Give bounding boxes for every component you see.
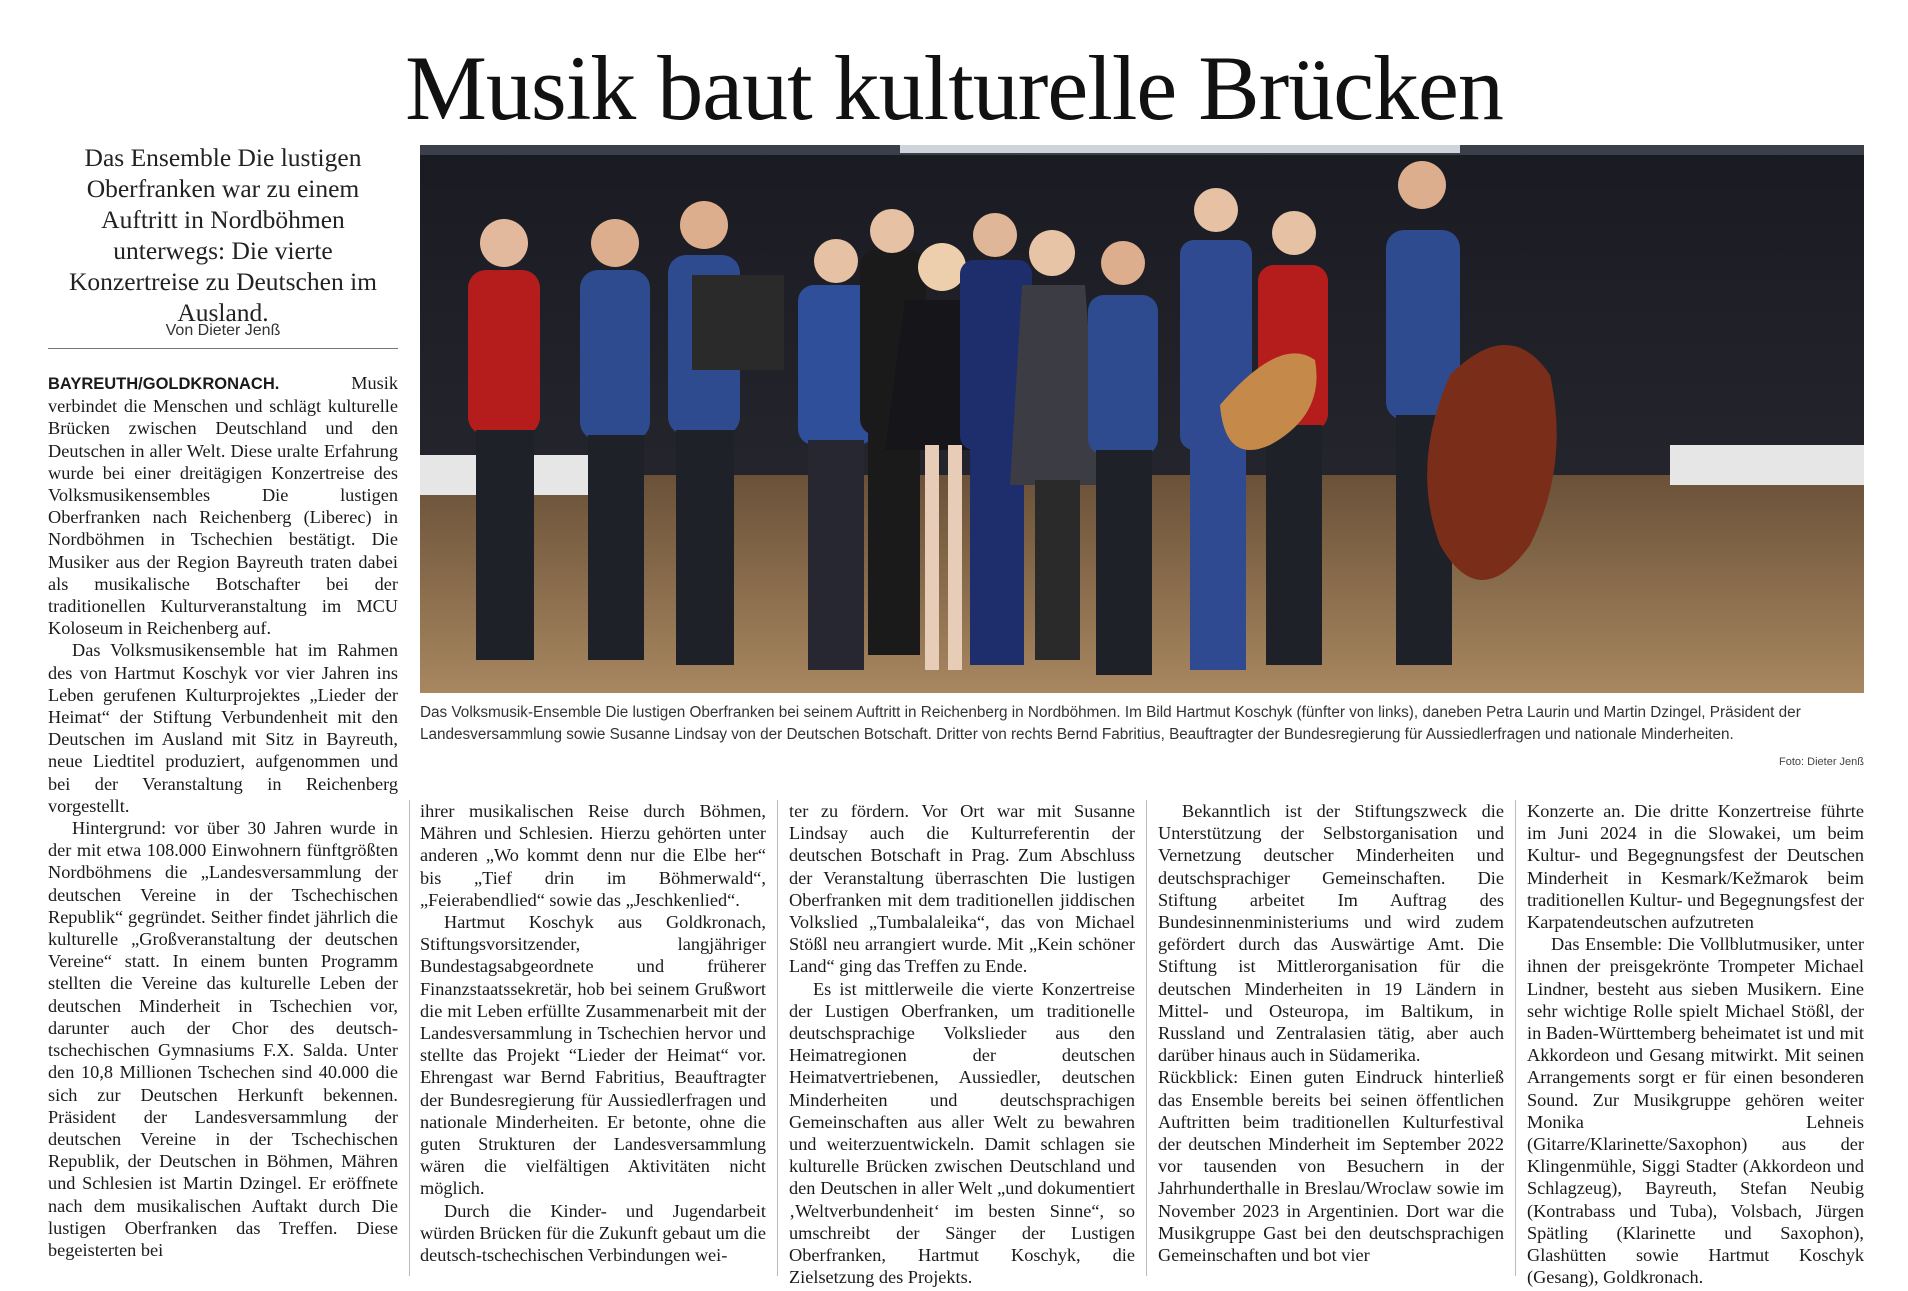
article-paragraph: ihrer musikalischen Reise durch Böhmen, Mähren und Schlesien. Hierzu gehörten unter anderen „Wo kommt denn nur die Elbe her“ bis „Tief drin im Böhmerwald“, „Feierabendlied“ sowie das „Jeschkenlied“.	[420, 801, 766, 910]
article-paragraph: Bekanntlich ist der Stiftungszweck die Unterstützung der Selbstorganisation und Vernetzung deutscher Minderheiten und deutschsprachiger Gemeinschaften. Die Stiftung arbeitet Im Auftrag des Bundesinnenministeriums und wird zudem gefördert durch das Auswärtige Amt. Die Stiftung ist Mittlerorganisation für die deutschen Minderheiten in 19 Ländern in Mittel- und Osteuropa, im Baltikum, in Russland und Zentralasien tätig, aber auch darüber hinaus auch in Südamerika.	[1158, 801, 1504, 1066]
article-photo	[420, 145, 1864, 693]
article-paragraph: ter zu fördern. Vor Ort war mit Susanne Lindsay auch die Kulturreferentin der deutschen Botschaft in Prag. Zum Abschluss der Veranstaltung überraschten Die lustigen Oberfranken mit dem traditionellen jiddischen Volkslied „Tumbalaleika“, das von Michael Stößl neu arrangiert wurde. Mit „Kein schöner Land“ ging das Treffen zu Ende.	[789, 801, 1135, 977]
article-column-4	[1158, 800, 1504, 1266]
article-paragraph: Hintergrund: vor über 30 Jahren wurde in der mit etwa 108.000 Einwohnern fünftgrößten Nordböhmens die „Landesversammlung der deutschen Vereine in der Tschechischen Republik“ gegründet. Seither findet jährlich die kulturelle „Großveranstaltung der deutschen Vereine“ statt. In einem bunten Programm stellten die Vereine das kulturelle Leben der deutschen Minderheit in Tschechien vor, darunter auch der Chor des deutsch-tschechischen Gymnasiums F.X. Salda. Unter den 10,8 Millionen Tschechen sind 40.000 die sich zur Deutschen Herkunft bekennen. Präsident der Landesversammlung der deutschen Vereine in der Tschechischen Republik, der Deutschen in Böhmen, Mähren und Schlesien ist Martin Dzingel. Er eröffnete nach dem musikalischen Auftakt durch Die lustigen Oberfranken das Treffen. Diese begeisterten bei	[48, 818, 398, 1260]
column-divider	[777, 800, 778, 1276]
article-column-2	[420, 800, 766, 1266]
dateline: BAYREUTH/GOLDKRONACH.	[48, 375, 280, 393]
group-photo-illustration	[420, 145, 1864, 693]
article-column-3	[789, 800, 1135, 1288]
article-paragraph: Es ist mittlerweile die vierte Konzertreise der Lustigen Oberfranken, um traditionelle deutschsprachige Volkslieder aus den Heimatregionen der deutschen Heimatvertriebenen, Aussiedler, deutschen Minderheiten und deutschsprachigen Gemeinschaften aus aller Welt zu bewahren und weiterzuentwickeln. Damit schlagen sie kulturelle Brücken zwischen Deutschland und den Deutschen in aller Welt „und dokumentiert ‚Weltverbundenheit‘ im besten Sinne“, so umschreibt der Sänger der Lustigen Oberfranken, Hartmut Koschyk, die Zielsetzung des Projekts.	[789, 978, 1135, 1288]
photo-credit: Foto: Dieter Jenß	[1779, 756, 1864, 768]
article-column-5	[1527, 800, 1864, 1288]
headline: Musik baut kulturelle Brücken	[405, 37, 1503, 139]
column-divider	[409, 800, 410, 1276]
article-paragraph: Das Ensemble: Die Vollblutmusiker, unter ihnen der preisgekrönte Trompeter Michael Lindner, besteht aus sieben Musikern. Eine sehr wichtige Rolle spielt Michael Stößl, der in Baden-Württemberg beheimatet ist und mit Akkordeon und Gesang mitwirkt. Mit seinen Arrangements sorgt er für einen besonderen Sound. Zur Musikgruppe gehören weiter Monika Lehneis (Gitarre/Klarinette/Saxophon) aus der Klingenmühle, Siggi Stadter (Akkordeon und Schlagzeug), Bayreuth, Stefan Neubig (Kontrabass und Tuba), Volsbach, Jürgen Spätling (Klarinette und Saxophon), Glashütten sowie Hartmut Koschyk (Gesang), Goldkronach.	[1527, 934, 1864, 1288]
column-divider	[1515, 800, 1516, 1276]
teaser: Das Ensemble Die lustigen Oberfranken war zu einem Auftritt in Nordböhmen unterwegs: Die vierte Konzertreise zu Deutschen im Ausland.	[68, 143, 377, 327]
article-paragraph: Das Volksmusikensemble hat im Rahmen des von Hartmut Koschyk vor vier Jahren ins Leben gerufenen Kulturprojektes „Lieder der Heimat“ der Stiftung Verbundenheit mit den Deutschen im Ausland mit Sitz in Bayreuth, neue Liedtitel produziert, aufgenommen und bei der Veranstaltung in Reichenberg vorgestellt.	[48, 640, 398, 816]
article-paragraph	[48, 372, 398, 639]
byline: Von Dieter Jenß	[165, 322, 281, 339]
byline-divider	[48, 348, 398, 349]
photo-caption: Das Volksmusik-Ensemble Die lustigen Oberfranken bei seinem Auftritt in Reichenberg in Nordböhmen. Im Bild Hartmut Koschyk (fünfter von links), daneben Petra Laurin und Martin Dzingel, Präsident der Landesversammlung sowie Susanne Lindsay von der Deutschen Botschaft. Dritter von rechts Bernd Fabritius, Beauftragter der Bundesregierung für Aussiedlerfragen und nationale Minderheiten.	[420, 704, 1801, 743]
article-column-1	[48, 372, 398, 1261]
article-paragraph: Konzerte an. Die dritte Konzertreise führte im Juni 2024 in die Slowakei, um beim Kultur- und Begegnungsfest der Deutschen Minderheit in Kesmark/Kežmarok beim traditionellen Kultur- und Begegnungsfest der Karpatendeutschen aufzutreten	[1527, 801, 1864, 933]
column-divider	[1146, 800, 1147, 1276]
article-paragraph: Durch die Kinder- und Jugendarbeit würden Brücken für die Zukunft gebaut um die deutsch-tschechischen Verbindungen wei-	[420, 1200, 766, 1266]
article-paragraph: Hartmut Koschyk aus Goldkronach, Stiftungsvorsitzender, langjähriger Bundestagsabgeordnete und früherer Finanzstaatssekretär, hob bei seinem Grußwort die mit Leben erfüllte Zusammenarbeit mit der Landesversammlung in Tschechien hervor und stellte das Projekt “Lieder der Heimat“ vor. Ehrengast war Bernd Fabritius, Beauftragter der Bundesregierung für Aussiedlerfragen und nationale Minderheiten. Er betonte, ohne die guten Strukturen der Landesversammlung wären die vielfältigen Aktivitäten nicht möglich.	[420, 912, 766, 1199]
article-paragraph-text: Musik verbindet die Menschen und schlägt kulturelle Brücken zwischen Deutschland und den Deutschen in aller Welt. Diese uralte Erfahrung wurde bei einer dreitägigen Konzertreise des Volksmusikensembles Die lustigen Oberfranken nach Reichenberg (Liberec) in Nordböhmen in Tschechien bestätigt. Die Musiker aus der Region Bayreuth traten dabei als musikalische Botschafter bei der traditionellen Kulturveranstaltung im MCU Koloseum in Reichenberg auf.	[48, 373, 398, 639]
article-paragraph: Rückblick: Einen guten Eindruck hinterließ das Ensemble bereits bei seinen öffentlichen Auftritten beim traditionellen Kulturfestival der deutschen Minderheit im September 2022 vor tausenden von Besuchern in der Jahrhunderthalle in Breslau/Wroclaw sowie im November 2023 in Argentinien. Dort war die Musikgruppe Gast bei den deutschsprachigen Gemeinschaften und bot vier	[1158, 1067, 1504, 1266]
